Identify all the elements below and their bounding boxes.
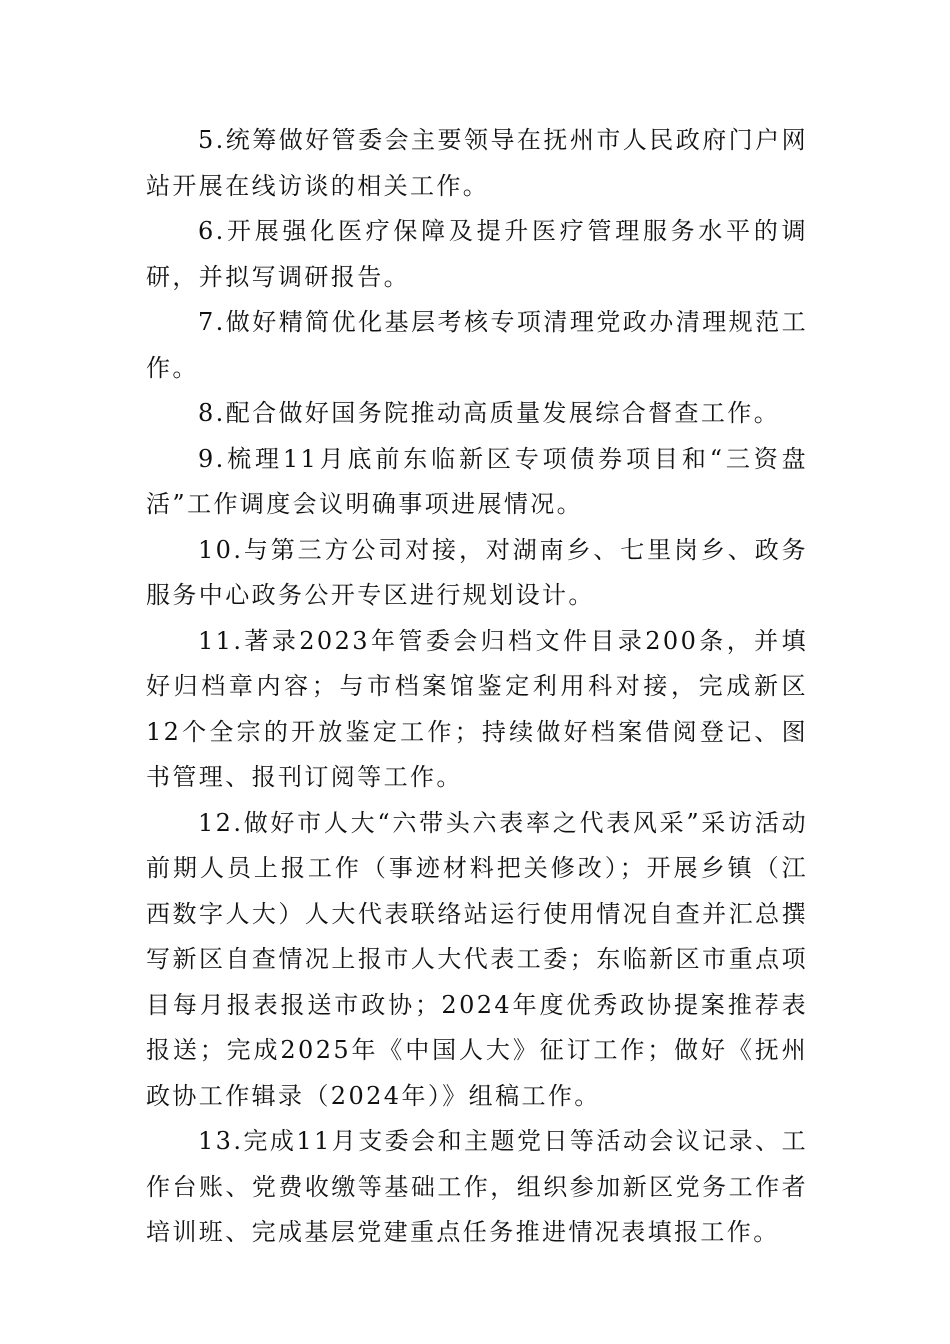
paragraph-item-8: 8.配合做好国务院推动高质量发展综合督查工作。 — [198, 399, 781, 427]
paragraph-item-12: 12.做好市人大“六带头六表率之代表风采”采访活动前期人员上报工作（事迹材料把关修改）；开展乡镇（江西数字人大）人大代表联络站运行使用情况自查并汇总撰写新区自查情况上报市人大代表工委；东临新区市重点项目每月报表报送市政协；2024年度优秀政协提案推荐表报送；完成2025年《中国人大》征订工作；做好《抚州政协工作辑录（2024年）》组稿工作。 — [146, 808, 808, 1110]
paragraph-item-11: 11.著录2023年管委会归档文件目录200条，并填好归档章内容；与市档案馆鉴定利用科对接，完成新区12个全宗的开放鉴定工作；持续做好档案借阅登记、图书管理、报刊订阅等工作。 — [146, 626, 808, 791]
paragraph-item-7: 7.做好精简优化基层考核专项清理党政办清理规范工作。 — [146, 308, 808, 382]
paragraph-item-9: 9.梳理11月底前东临新区专项债券项目和“三资盘活”工作调度会议明确事项进展情况。 — [146, 444, 808, 518]
paragraph-item-13: 13.完成11月支委会和主题党日等活动会议记录、工作台账、党费收缴等基础工作，组织参加新区党务工作者培训班、完成基层党建重点任务推进情况表填报工作。 — [146, 1127, 808, 1246]
paragraph-item-10: 10.与第三方公司对接，对湖南乡、七里岗乡、政务服务中心政务公开专区进行规划设计。 — [146, 535, 808, 609]
paragraph-item-6: 6.开展强化医疗保障及提升医疗管理服务水平的调研，并拟写调研报告。 — [146, 217, 808, 291]
paragraph-item-5: 5.统筹做好管委会主要领导在抚州市人民政府门户网站开展在线访谈的相关工作。 — [146, 126, 808, 200]
document-body — [146, 118, 808, 1256]
